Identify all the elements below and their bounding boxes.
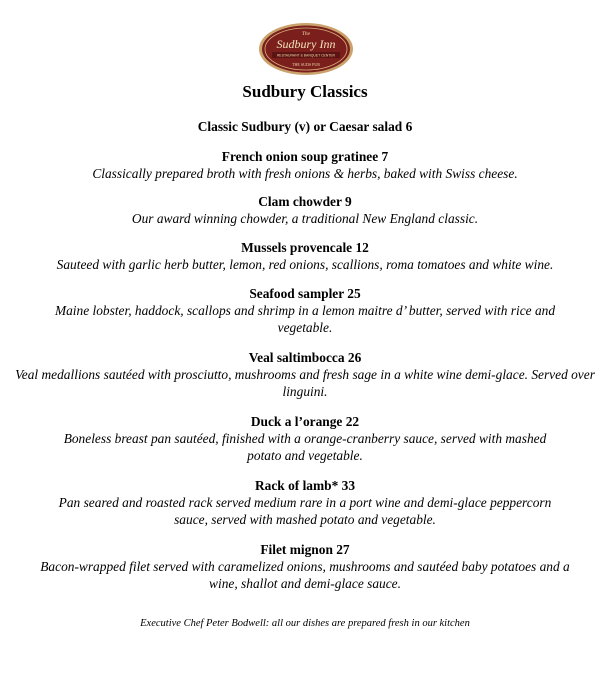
menu-item-name: Classic Sudbury (v) or Caesar salad 6 xyxy=(197,119,413,134)
menu-item-description: Maine lobster, haddock, scallops and shrimp in a lemon maitre d’ butter, served with rice and vegetable. xyxy=(54,303,556,335)
menu-title: Sudbury Classics xyxy=(242,82,368,101)
menu-item-description: Veal medallions sautéed with prosciutto, mushrooms and fresh sage in a white wine demi-glace. Served over linguini. xyxy=(15,367,595,399)
sudbury-inn-logo xyxy=(258,22,354,76)
menu-item-filet-mignon xyxy=(0,541,610,592)
menu-item-name: French onion soup gratinee 7 xyxy=(221,149,389,164)
menu-item-name: Duck a l’orange 22 xyxy=(250,414,360,429)
menu-item-rack-of-lamb xyxy=(0,477,610,528)
menu-item-description: Classically prepared broth with fresh onions & herbs, baked with Swiss cheese. xyxy=(92,166,518,181)
menu-item-description: Sauteed with garlic herb butter, lemon, red onions, scallions, roma tomatoes and white wine. xyxy=(56,257,554,272)
menu-item-name: Veal saltimbocca 26 xyxy=(248,350,362,365)
menu-item-veal-saltimbocca xyxy=(0,349,610,400)
menu-item-description: Our award winning chowder, a traditional New England classic. xyxy=(131,211,479,226)
chef-footer-note: Executive Chef Peter Bodwell: all our dishes are prepared fresh in our kitchen xyxy=(140,618,470,629)
menu-item-seafood-sampler xyxy=(0,285,610,336)
logo-text-the: The xyxy=(301,31,311,37)
menu-item-mussels xyxy=(0,239,610,273)
menu-item-name: Filet mignon 27 xyxy=(260,542,350,557)
menu-item-name: Rack of lamb* 33 xyxy=(254,478,356,493)
menu-item-description: Bacon-wrapped filet served with caramelized onions, mushrooms and sautéed baby potatoes and a wine, shallot and demi-glace sauce. xyxy=(40,559,570,591)
logo-text-name: Sudbury Inn xyxy=(276,37,336,51)
menu-item-name: Clam chowder 9 xyxy=(258,194,352,209)
menu-item-caesar-salad xyxy=(0,118,610,135)
menu-item-clam-chowder xyxy=(0,193,610,227)
menu-item-duck-orange xyxy=(0,413,610,464)
menu-item-name: Mussels provencale 12 xyxy=(241,240,369,255)
menu-item-onion-soup xyxy=(0,148,610,182)
menu-item-description: Pan seared and roasted rack served medium rare in a port wine and demi-glace peppercorn sauce, served with mashed potato and vegetable. xyxy=(58,495,552,527)
menu-item-description: Boneless breast pan sautéed, finished with a orange-cranberry sauce, served with mashed potato and vegetable. xyxy=(63,431,547,463)
logo-text-subtitle: RESTAURANT & BANQUET CENTER xyxy=(276,53,336,58)
logo-text-pub: THE SUDS PUB xyxy=(292,62,320,67)
menu-item-name: Seafood sampler 25 xyxy=(249,286,361,301)
